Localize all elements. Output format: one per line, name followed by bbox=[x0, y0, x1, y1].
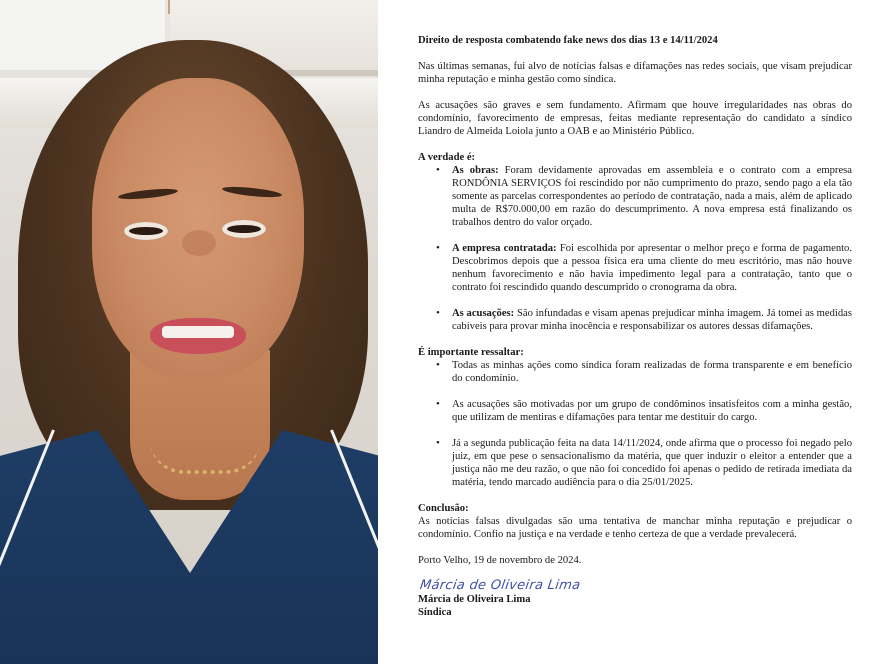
list-item: • Já a segunda publicação feita na data 14/11/2024, onde afirma que o processo foi negado pelo juiz, em que pese o sensacionalismo da matéria, que quer induzir o eleitor a entender que a justiça não me deu razão, o que não foi concedido foi apenas o pedido de retirada imediata da matéria, tendo marcado audiência para o dia 25/01/2025. bbox=[418, 437, 852, 489]
letter-title: Direito de resposta combatendo fake news dos dias 13 e 14/11/2024 bbox=[418, 35, 718, 46]
portrait-nose bbox=[182, 230, 216, 256]
list-item: • A empresa contratada: Foi escolhida por apresentar o melhor preço e forma de pagamento. Descobrimos depois que a pessoa física era uma cliente do meu escritório, mas não houve nenhum favorecimento e não havia impedimento legal para a contratação, tanto que o contrato foi rescindido quando descumprido o cronograma da obra. bbox=[418, 242, 852, 294]
truth-list bbox=[418, 164, 852, 333]
place-date: Porto Velho, 19 de novembro de 2024. bbox=[418, 555, 582, 566]
conclusion-heading: Conclusão: bbox=[418, 503, 469, 514]
portrait-photo bbox=[0, 0, 378, 664]
portrait-smile bbox=[162, 326, 234, 338]
truth-heading: A verdade é: bbox=[418, 152, 476, 163]
list-item: • As obras: Foram devidamente aprovadas em assembleia e o contrato com a empresa RONDÔNIA SERVIÇOS foi rescindido por não cumprimento do prazo, sendo pago a ela tão somente as parcelas correspondentes ao período de contratação, nada a mais, além de aplicado multa de R$70.000,00 em razão do descumprimento. A nova empresa está finalizando os trabalhos dentro do valor orçado. bbox=[418, 164, 852, 229]
important-list bbox=[418, 359, 852, 489]
important-heading: É importante ressaltar: bbox=[418, 347, 524, 358]
portrait-left-eye bbox=[124, 222, 168, 240]
signer-name: Márcia de Oliveira Lima bbox=[418, 594, 531, 605]
portrait-necklace bbox=[150, 440, 260, 474]
response-letter bbox=[418, 34, 852, 619]
signer-role: Síndica bbox=[418, 607, 452, 618]
portrait-right-eye bbox=[222, 220, 266, 238]
intro-paragraph: Nas últimas semanas, fui alvo de notícias falsas e difamações nas redes sociais, que visam prejudicar minha reputação e minha gestão como síndica. bbox=[418, 61, 852, 85]
list-item: • As acusações são motivadas por um grupo de condôminos insatisfeitos com a minha gestão, que utilizam de mentiras e difamações para tentar me destituir do cargo. bbox=[418, 398, 852, 424]
handwritten-signature: Márcia de Oliveira Lima bbox=[418, 578, 582, 593]
conclusion-paragraph: As notícias falsas divulgadas são uma tentativa de manchar minha reputação e prejudicar o condomínio. Confio na justiça e na verdade e tenho certeza de que a verdade prevalecerá. bbox=[418, 516, 852, 540]
list-item: • As acusações: São infundadas e visam apenas prejudicar minha imagem. Já tomei as medidas cabíveis para provar minha inocência e responsabilizar os autores dessas difamações. bbox=[418, 307, 852, 333]
list-item: • Todas as minhas ações como síndica foram realizadas de forma transparente e em benefício do condomínio. bbox=[418, 359, 852, 385]
accusations-paragraph: As acusações são graves e sem fundamento. Afirmam que houve irregularidades nas obras do condomínio, favorecimento de empresas, feitas mediante representação do candidato a síndico Liandro de Almeida Loiola junto a OAB e ao Ministério Público. bbox=[418, 100, 852, 137]
